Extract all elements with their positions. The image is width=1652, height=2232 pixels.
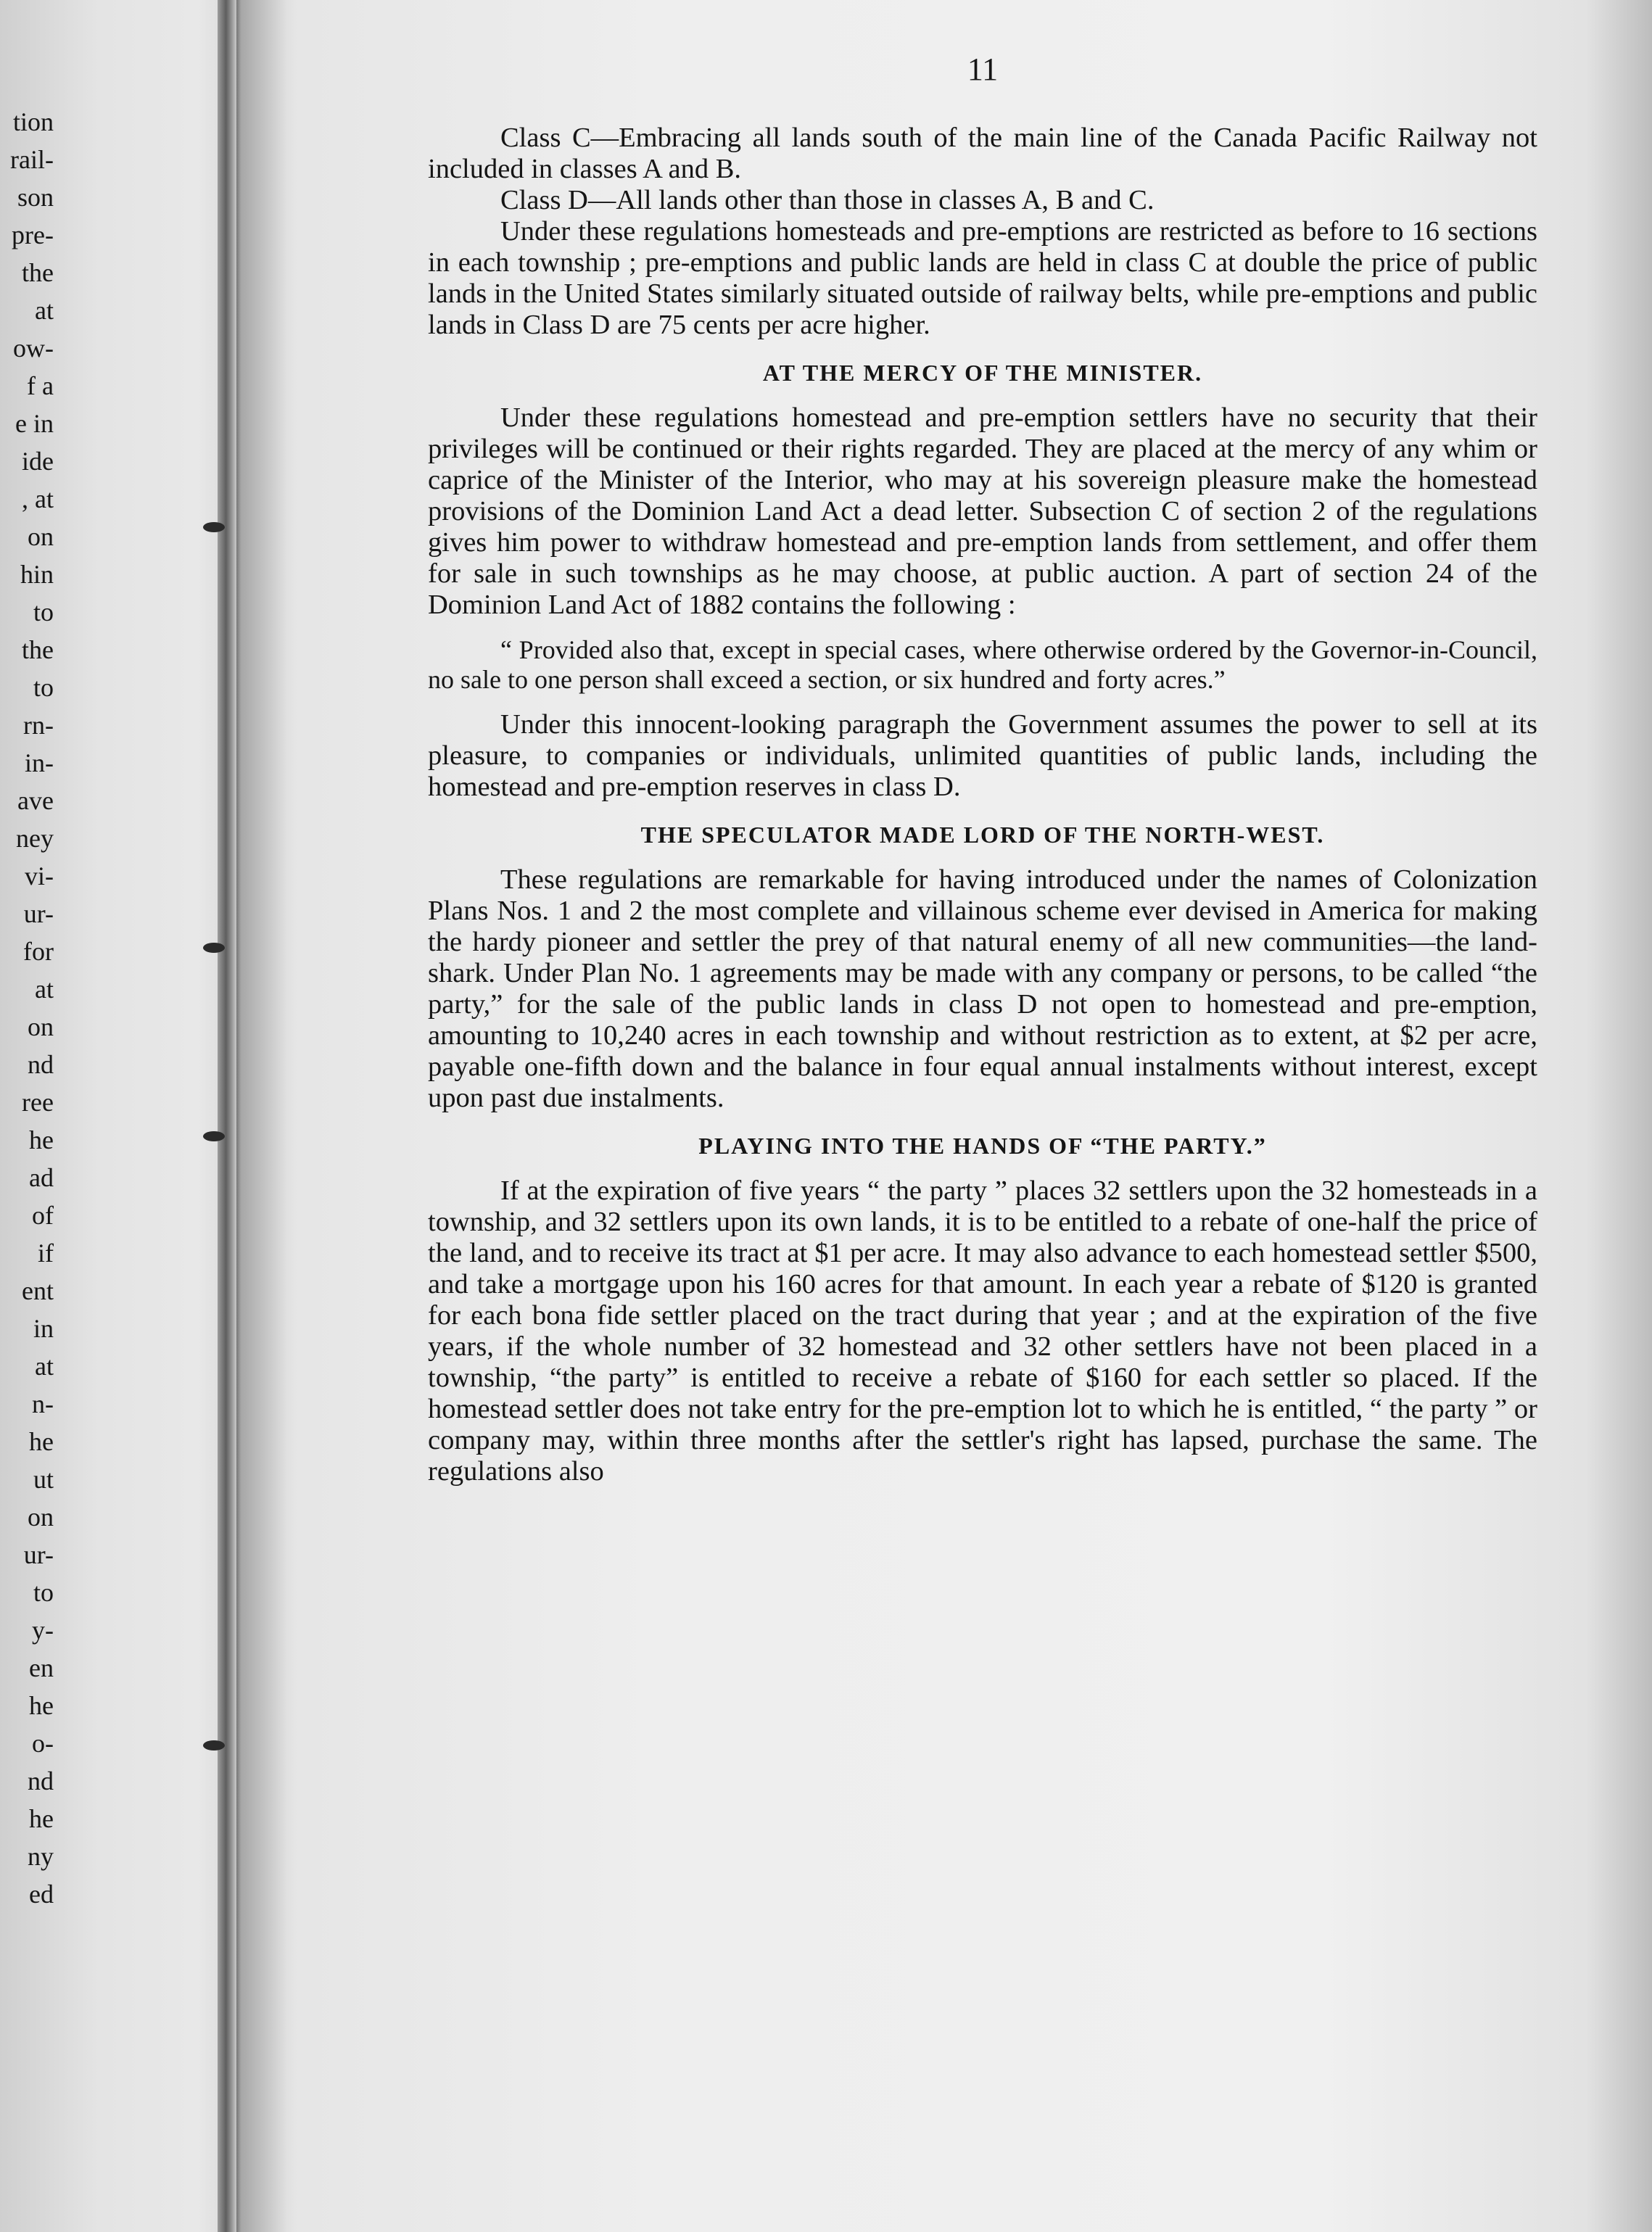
margin-fragment: to <box>33 598 54 627</box>
margin-fragment: the <box>22 258 54 287</box>
margin-fragment: ny <box>28 1842 54 1871</box>
page-number: 11 <box>967 51 999 87</box>
margin-fragment: en <box>29 1653 54 1682</box>
margin-fragment: for <box>23 937 54 966</box>
margin-fragment: on <box>28 522 54 551</box>
margin-fragment: if <box>38 1239 54 1268</box>
margin-fragment: he <box>29 1125 54 1154</box>
gutter-shadow <box>236 0 287 2232</box>
margin-fragment: son <box>17 183 54 212</box>
margin-fragment: ave <box>17 786 54 815</box>
margin-fragment: , at <box>22 484 54 513</box>
margin-fragment: ent <box>22 1276 54 1305</box>
margin-fragment: he <box>29 1427 54 1456</box>
binding-stitch <box>203 943 225 953</box>
page-body <box>428 123 1537 1487</box>
margin-fragment: ide <box>22 447 54 476</box>
margin-fragment: ur- <box>23 1540 54 1569</box>
margin-fragment: at <box>35 1352 54 1381</box>
margin-fragment: he <box>29 1691 54 1720</box>
margin-fragment: tion <box>12 109 54 136</box>
margin-fragment: ow- <box>13 334 54 363</box>
document-page <box>428 44 1537 1487</box>
margin-fragment: f a <box>27 371 54 400</box>
margin-fragment: at <box>35 296 54 325</box>
margin-fragment: ed <box>29 1880 54 1909</box>
margin-fragment: to <box>33 673 54 702</box>
margin-fragment: he <box>29 1804 54 1833</box>
margin-fragment: of <box>32 1201 54 1230</box>
margin-fragment: vi- <box>25 861 54 890</box>
margin-fragment: ur- <box>23 899 54 928</box>
margin-fragment: in <box>33 1314 54 1343</box>
margin-fragment: pre- <box>12 220 54 249</box>
margin-fragment: ree <box>22 1088 54 1117</box>
margin-fragment: y- <box>32 1616 54 1645</box>
section-heading: PLAYING INTO THE HANDS OF “THE PARTY.” <box>698 1133 1267 1159</box>
quoted-passage: “ Provided also that, except in special cases, where otherwise ordered by the Governor-in-Council, no sale to one person shall exceed a section, or six hundred and forty acres.” <box>428 635 1537 694</box>
margin-fragment: ut <box>33 1465 54 1494</box>
left-page-margin-fragments <box>0 109 67 1994</box>
margin-fragment: the <box>22 635 54 664</box>
body-paragraph: Under these regulations homestead and pre-emption settlers have no security that their privileges will be continued or their rights regarded. They are placed at the mercy of any whim or caprice of the Minister of the Interior, who may at his sovereign pleasure make the homestead provisions of the Dominion Land Act a dead letter. Subsection C of section 2 of the regulations gives him power to withdraw homestead and pre-emption lands from settlement, and offer them for sale in such townships as he may choose, at public auction. A part of section 24 of the Dominion Land Act of 1882 contains the following : <box>428 402 1537 620</box>
margin-fragment: ad <box>29 1163 54 1192</box>
margin-fragment: nd <box>28 1766 54 1795</box>
section-heading: THE SPECULATOR MADE LORD OF THE NORTH-WEST. <box>640 822 1325 848</box>
binding-stitch <box>203 1131 225 1141</box>
margin-fragment: rn- <box>23 711 54 740</box>
margin-fragment: at <box>35 975 54 1004</box>
margin-fragment: nd <box>28 1050 54 1079</box>
margin-fragment: hin <box>20 560 54 589</box>
margin-fragment: on <box>28 1503 54 1532</box>
section-heading: AT THE MERCY OF THE MINISTER. <box>762 360 1203 386</box>
binding-stitch <box>203 522 225 532</box>
body-paragraph: If at the expiration of five years “ the party ” places 32 settlers upon the 32 homesteads in a township, and 32 settlers upon its own lands, it is to be entitled to a rebate of one-half the price of the land, and to receive its tract at $1 per acre. It may also advance to each homestead settler $500, and take a mortgage upon his 160 acres for that amount. In each year a rebate of $120 is granted for each bona fide settler placed on the tract during that year ; and at the expiration of the five years, if the whole number of 32 homestead and 32 other settlers have not been placed in a township, “the party” is entitled to receive a rebate of $160 for each settler so placed. If the homestead settler does not take entry for the pre-emption lot to which he is entitled, “ the party ” or company may, within three months after the settler's right has lapsed, purchase the same. The regulations also <box>428 1175 1537 1487</box>
body-paragraph: Under this innocent-looking paragraph the Government assumes the power to sell at its pleasure, to companies or individuals, unlimited quantities of public lands, including the homestead and pre-emption reserves in class D. <box>428 709 1537 802</box>
body-paragraph: Class C—Embracing all lands south of the main line of the Canada Pacific Railway not included in classes A and B. <box>428 123 1537 184</box>
margin-fragment: in- <box>25 748 54 777</box>
margin-fragment: e in <box>15 409 54 438</box>
body-paragraph: Under these regulations homesteads and pre-emptions are restricted as before to 16 sections in each township ; pre-emptions and public lands are held in class C at double the price of public lands in the United States similarly situated outside of railway belts, while pre-emptions and public lands in Class D are 75 cents per acre higher. <box>428 216 1537 340</box>
margin-fragment: rail- <box>10 145 54 174</box>
body-paragraph: Class D—All lands other than those in classes A, B and C. <box>500 185 1155 215</box>
body-paragraph: These regulations are remarkable for having introduced under the names of Colonization Plans Nos. 1 and 2 the most complete and villainous scheme ever devised in America for making the hardy pioneer and settler the prey of that natural enemy of all new communities—the land-shark. Under Plan No. 1 agreements may be made with any company or persons, to be called “the party,” for the sale of the public lands in class D not open to homestead and pre-emption, amounting to 10,240 acres in each township and without restriction as to extent, at $2 per acre, payable one-fifth down and the balance in four equal annual instalments without interest, except upon past due instalments. <box>428 864 1537 1113</box>
margin-fragment: to <box>33 1578 54 1607</box>
margin-fragment: on <box>28 1012 54 1041</box>
margin-fragment: o- <box>32 1729 54 1758</box>
book-gutter <box>218 0 236 2232</box>
binding-stitch <box>203 1740 225 1751</box>
margin-fragment: ney <box>16 824 54 853</box>
margin-fragment: n- <box>32 1389 54 1418</box>
